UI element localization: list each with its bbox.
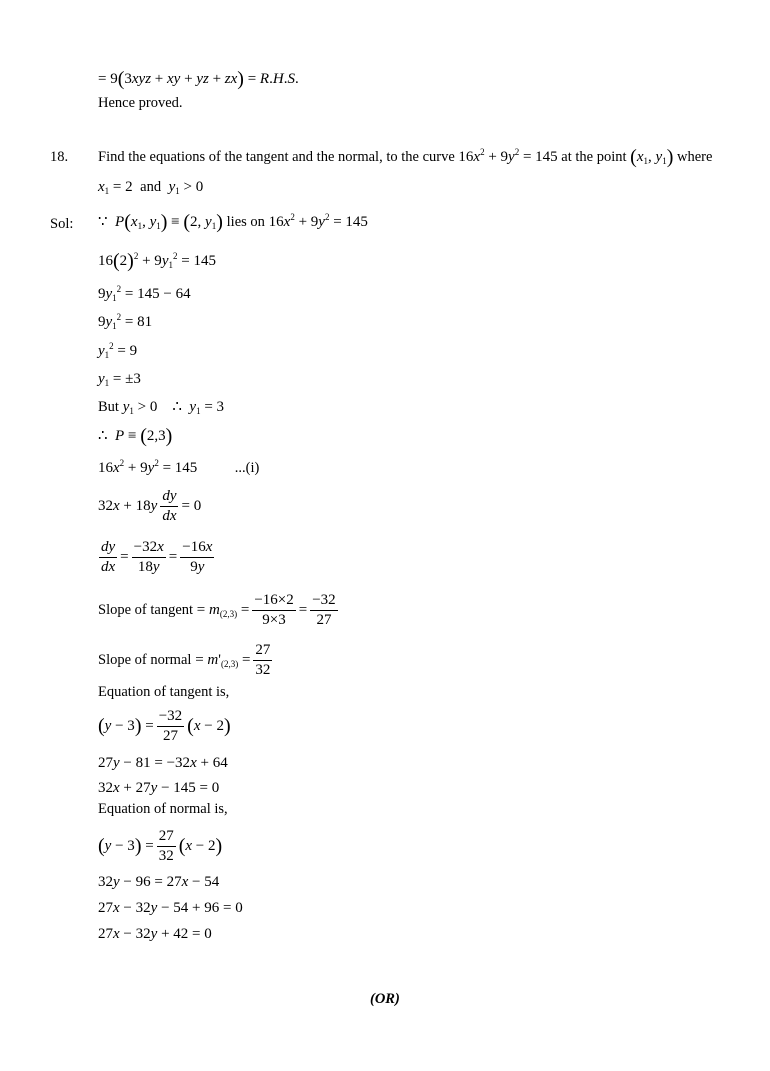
- dydx-line: $\frac{dy}{dx}$ = $\frac{-32x}{18y}$ = $\frac{-16x}{9y}$: [101, 539, 213, 575]
- question-number: 18.: [50, 149, 69, 165]
- question-text-part2: at the point: [561, 149, 627, 165]
- step-5: $y_1 = \pm 3$: [98, 371, 141, 388]
- step-3: $9y_1^2 = 81$: [98, 312, 153, 331]
- but-word: But: [98, 399, 119, 415]
- normal-step-1: 32y − 96 = 27x − 54: [98, 874, 220, 890]
- slope-normal-line: Slope of normal = $m'_{(2,3)}$ = $\frac{27}{32}$: [98, 642, 271, 678]
- tangent-step-2: 32x + 27y − 145 = 0: [98, 780, 220, 796]
- point-xy: ($x_1$, $y_1$): [630, 146, 674, 168]
- step-6: But $y_1 > 0$ ∴ $y_1 = 3$: [98, 399, 225, 416]
- step-2: $9y_1^2 = 145 - 64$: [98, 284, 191, 303]
- since-line: ∵ $P(x_1$, $y_1) \equiv (2$, $y_1$) lies on $16x^2 + 9y^2 = 145$: [98, 211, 368, 233]
- solution-label: Sol:: [50, 216, 74, 232]
- rhs-equation: = 9(3xyz + xy + yz + zx) = R.H.S.: [98, 68, 299, 90]
- slope-normal-label: Slope of normal: [98, 651, 192, 668]
- slope-tangent-line: Slope of tangent = $m_{(2,3)}$ = $\frac{-16\times 2}{9\times 3}$ = $\frac{-32}{27}$: [98, 592, 336, 628]
- question-text-part1: Find the equations of the tangent and the normal, to the curve: [98, 149, 455, 165]
- step-4: $y_1^2 = 9$: [98, 341, 138, 360]
- normal-equation-label: Equation of normal is,: [98, 801, 228, 817]
- slope-tangent-label: Slope of tangent: [98, 601, 194, 618]
- tangent-equation: (y − 3) = $\frac{-32}{27}$ (x − 2): [98, 708, 231, 744]
- lies-on-text: lies on: [226, 214, 265, 230]
- step-1: $16(2)^2 + 9y_1^2 = 145$: [98, 250, 216, 272]
- tangent-equation-label: Equation of tangent is,: [98, 684, 230, 700]
- step-7: ∴ P ≡ (2,3): [98, 425, 173, 447]
- question-text-part3: where: [676, 149, 713, 165]
- and-word: and: [140, 179, 162, 195]
- step-8: $16x^2 + 9y^2 = 145$ ...(i): [98, 458, 260, 476]
- or-separator: (OR): [370, 991, 400, 1007]
- normal-step-3: 27x − 32y + 42 = 0: [98, 926, 212, 942]
- question-conditions: $x_1 = 2$ and $y_1 > 0$: [98, 179, 204, 196]
- hence-proved: Hence proved.: [98, 95, 183, 111]
- question-text: [98, 148, 712, 166]
- normal-step-2: 27x − 32y − 54 + 96 = 0: [98, 900, 243, 916]
- normal-equation: (y − 3) = $\frac{27}{32}$ (x − 2): [98, 828, 223, 864]
- equation-tag: ...(i): [234, 460, 260, 476]
- tangent-step-1: 27y − 81 = −32x + 64: [98, 755, 228, 771]
- derivative-line: 32x + 18y $\frac{dy}{dx}$ = 0: [98, 488, 202, 524]
- curve-equation: $16x^2 + 9y^2 = 145$: [458, 147, 558, 165]
